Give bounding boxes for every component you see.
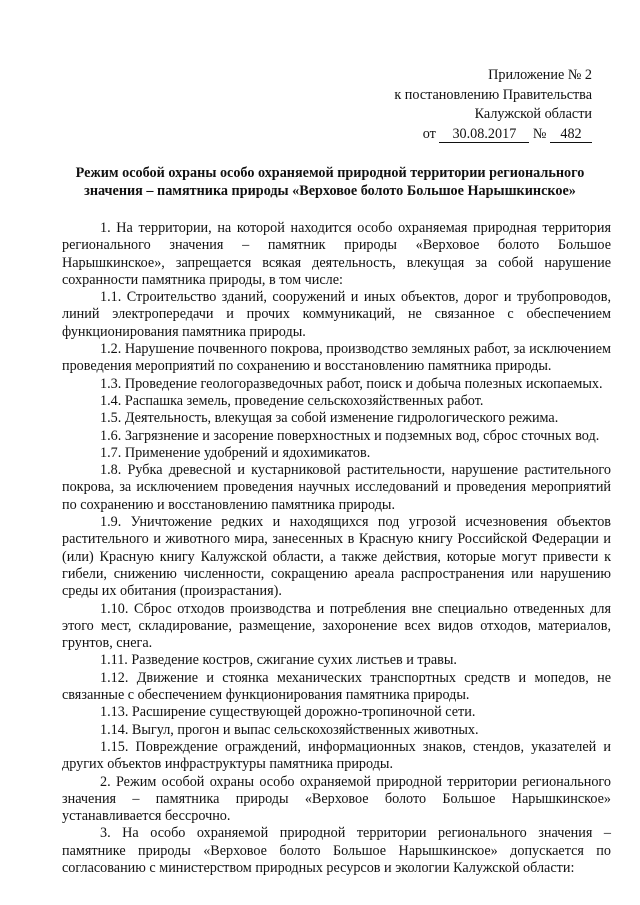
appendix-header xyxy=(394,66,592,144)
paragraph-1-12: 1.12. Движение и стоянка механических транспортных средств и мопедов, не связанные с обеспечением функционирования памятника природы. xyxy=(62,669,611,704)
paragraph-2: 2. Режим особой охраны особо охраняемой природной территории регионального значения – памятника природы «Верховое болото Большое Нарышкинское» устанавливается бессрочно. xyxy=(62,773,611,825)
document-title xyxy=(70,164,590,200)
appendix-number: Приложение № 2 xyxy=(488,67,592,83)
title-line-2: значения – памятника природы «Верховое болото Большое Нарышкинское» xyxy=(84,183,576,199)
paragraph-1-6: 1.6. Загрязнение и засорение поверхностных и подземных вод, сброс сточных вод. xyxy=(100,427,600,444)
paragraph-1-11: 1.11. Разведение костров, сжигание сухих листьев и травы. xyxy=(100,652,457,669)
paragraph-1-4: 1.4. Распашка земель, проведение сельскохозяйственных работ. xyxy=(100,392,484,409)
paragraph-3: 3. На особо охраняемой природной территории регионального значения – памятнике природы «Верховое болото Большое Нарышкинское» допускается по согласованию с министерством природных ресурсов и экологии Калужской области: xyxy=(62,825,611,876)
paragraph-1-8: 1.8. Рубка древесной и кустарниковой растительности, нарушение растительного покрова, за исключением проведения научных исследований и проведения мероприятий по сохранению и восстановлению памятника природы. xyxy=(62,462,611,513)
paragraph-1-13: 1.13. Расширение существующей дорожно-тропиночной сети. xyxy=(100,704,476,721)
paragraph-1-7: 1.7. Применение удобрений и ядохимикатов. xyxy=(100,444,371,461)
decree-date: 30.08.2017 xyxy=(439,126,529,143)
paragraph-1-2: 1.2. Нарушение почвенного покрова, производство земляных работ, за исключением проведения мероприятий по сохранению и восстановлению памятника природы. xyxy=(62,341,611,375)
paragraph-1-1: 1.1. Строительство зданий, сооружений и иных объектов, дорог и трубопроводов, линий электропередачи и прочих коммуникаций, не связанное с обеспечением функционирования памятника природы. xyxy=(62,289,611,340)
paragraph-1-15: 1.15. Повреждение ограждений, информационных знаков, стендов, указателей и других объектов инфраструктуры памятника природы. xyxy=(62,738,611,773)
number-label: № xyxy=(532,125,547,142)
appendix-reference: к постановлению Правительства xyxy=(394,86,592,103)
paragraph-1-3: 1.3. Проведение геологоразведочных работ, поиск и добыча полезных ископаемых. xyxy=(100,375,603,392)
paragraph-1-9: 1.9. Уничтожение редких и находящихся под угрозой исчезновения объектов растительного и животного мира, занесенных в Красную книгу Российской Федерации и (или) Красную книгу Калужской области, а также действия, которые могут привести к гибели, снижению численности, сокращению ареала распространения или нарушению среды их обитания (произрастания). xyxy=(62,514,611,600)
paragraph-1-10: 1.10. Сброс отходов производства и потребления вне специально отведенных для этого мест, складирование, размещение, захоронение всех видов отходов, материалов, грунтов, снега. xyxy=(62,600,611,652)
decree-number: 482 xyxy=(550,126,592,143)
appendix-date-number-line xyxy=(394,125,592,145)
paragraph-1-5: 1.5. Деятельность, влекущая за собой изменение гидрологического режима. xyxy=(100,410,559,427)
paragraph-1-14: 1.14. Выгул, прогон и выпас сельскохозяйственных животных. xyxy=(100,721,479,738)
from-label: от xyxy=(422,125,436,142)
paragraph-1: 1. На территории, на которой находится особо охраняемая природная территория регионального значения – памятник природы «Верховое болото Большое Нарышкинское», запрещается всякая деятельность, влекущая за собой нарушение сохранности памятника природы, в том числе: xyxy=(62,220,611,288)
document-body xyxy=(62,220,611,877)
title-line-1: Режим особой охраны особо охраняемой природной территории регионального xyxy=(75,165,585,181)
appendix-region: Калужской области xyxy=(474,106,592,122)
